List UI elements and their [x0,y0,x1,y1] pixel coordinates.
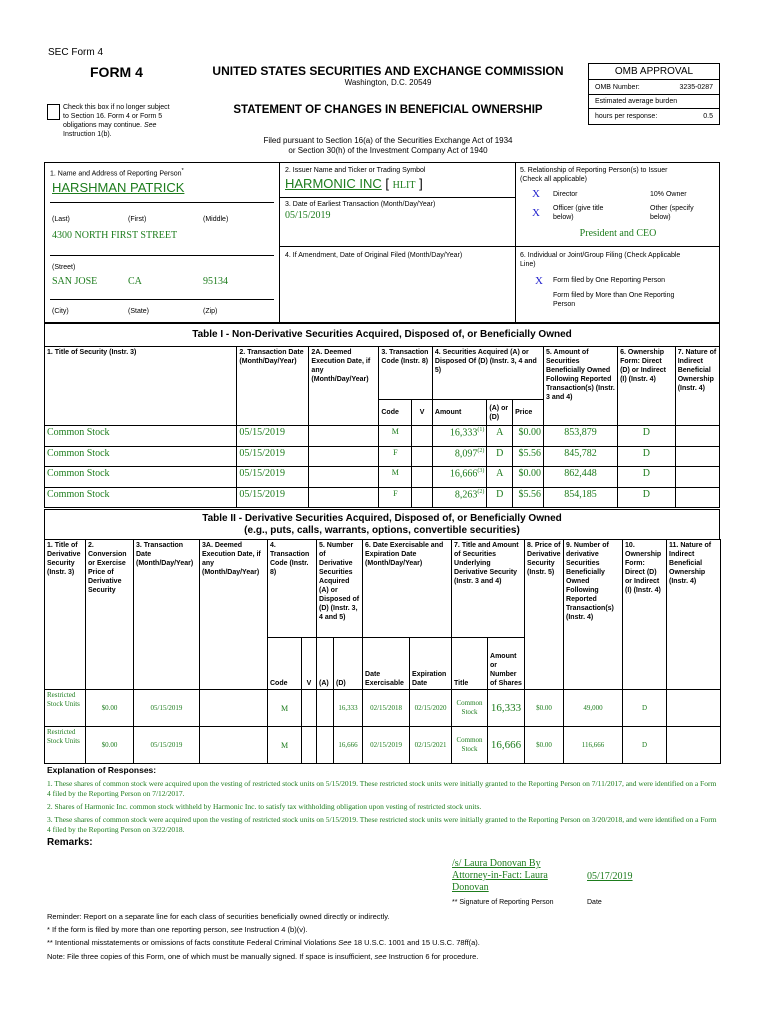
zip-label: (Zip) [203,308,218,315]
agency-title: UNITED STATES SECURITIES AND EXCHANGE COMMISSION [212,64,564,78]
t1-price: $5.56 [513,487,544,508]
reminder-text: Reminder: Report on a separate line for each class of securities beneficially owned directly or indirectly. [47,912,390,921]
t2-h-deemed: 3A. Deemed Execution Date, if any (Month/Day/Year) [200,540,268,690]
t1-nature [675,467,719,488]
t2-transaction-date: 05/15/2019 [134,727,200,764]
t2-underlying-title: Common Stock [452,690,488,727]
last-label: (Last) [52,216,70,223]
earliest-date-label: 3. Date of Earliest Transaction (Month/Day/Year) [285,201,436,208]
agency-address: Washington, D.C. 20549 [344,78,432,87]
t2-code: M [268,690,302,727]
t2-h-exercisable: 6. Date Exercisable and Expiration Date (Month/Day/Year) [363,540,452,638]
t1-price: $0.00 [513,467,544,488]
director-label: Director [553,191,578,198]
t1-v [412,446,433,467]
t2-expiration: 02/15/2020 [410,690,452,727]
table2-row [45,690,721,727]
table1-row [45,467,720,488]
t1-form: D [618,446,676,467]
t1-ad: D [487,446,513,467]
t2-exercisable: 02/15/2018 [363,690,410,727]
t1-form: D [618,487,676,508]
t2-conversion-price: $0.00 [86,690,134,727]
statement-title: STATEMENT OF CHANGES IN BENEFICIAL OWNERSHIP [233,104,543,116]
t1-transaction-date: 05/15/2019 [237,487,309,508]
t2-h-conversion: 2. Conversion or Exercise Price of Derivative Security [86,540,134,690]
omb-title: OMB APPROVAL [589,64,719,80]
t2-transaction-date: 05/15/2019 [134,690,200,727]
explanation-notes [47,779,719,835]
footnote-copies: Note: File three copies of this Form, one of which must be manually signed. If space is insufficient, see Instruction 6 for procedure. [47,952,479,961]
officer-title: President and CEO [579,228,657,239]
t2-h-form: 10. Ownership Form: Direct (D) or Indirect (I) (Instr. 4) [623,540,667,690]
t2-a [317,690,334,727]
t2-underlying-amount: 16,333 [488,690,525,727]
omb-hours-label: hours per response: [595,113,658,120]
officer-label: Officer (give title below) [553,205,604,221]
t1-security-title: Common Stock [45,487,237,508]
city-value: SAN JOSE [52,276,98,287]
more-persons-label: Form filed by More than One Reporting Person [553,292,675,308]
street-label: (Street) [52,264,76,271]
t1-code: M [379,426,412,447]
t2-exercisable: 02/15/2019 [363,727,410,764]
t1-price: $5.56 [513,446,544,467]
t1-h-v: V [412,400,433,426]
t2-conversion-price: $0.00 [86,727,134,764]
t2-nature [667,690,721,727]
t2-underlying-amount: 16,666 [488,727,525,764]
t2-h-title: 1. Title of Derivative Security (Instr. 3) [45,540,86,690]
t2-h-v: V [302,638,317,690]
t1-form: D [618,426,676,447]
t2-deemed-date [200,727,268,764]
t2-d: 16,666 [334,727,363,764]
ten-percent-label: 10% Owner [650,191,687,198]
t2-h-underlying: 7. Title and Amount of Securities Underlying Derivative Security (Instr. 3 and 4) [452,540,525,638]
t2-code: M [268,727,302,764]
t2-h-a: (A) [317,638,334,690]
t1-h-amount: Amount [432,400,487,426]
issuer-ticker: HLIT [392,180,416,191]
t1-h-deemed: 2A. Deemed Execution Date, if any (Month/Day/Year) [309,347,379,426]
t2-h-amount-shares: Amount or Number of Shares [488,638,525,690]
first-label: (First) [128,216,147,223]
t2-underlying-title: Common Stock [452,727,488,764]
state-value: CA [128,276,142,287]
t1-h-date: 2. Transaction Date (Month/Day/Year) [237,347,309,426]
t1-h-form: 6. Ownership Form: Direct (D) or Indirect (I) (Instr. 4) [618,347,676,426]
amendment-label: 4. If Amendment, Date of Original Filed (Month/Day/Year) [285,252,463,259]
zip-value: 95134 [203,276,228,287]
director-mark[interactable]: X [532,188,540,200]
signature-date: 05/17/2019 [587,871,633,882]
filed-pursuant: Filed pursuant to Section 16(a) of the Securities Exchange Act of 1934 or Section 30(h) of the Investment Company Act of 1940 [263,136,513,155]
omb-hours-value: 0.5 [703,113,713,120]
t1-v [412,467,433,488]
t1-ad: D [487,487,513,508]
t1-v [412,426,433,447]
footnote-multiple: * If the form is filed by more than one reporting person, see Instruction 4 (b)(v). [47,925,308,934]
t2-h-date-ex: Date Exercisable [363,638,410,690]
sec-form-label: SEC Form 4 [48,47,104,58]
middle-label: (Middle) [203,216,229,223]
t1-security-title: Common Stock [45,467,237,488]
t1-deemed-date [309,446,379,467]
t2-h-number: 5. Number of Derivative Securities Acquired (A) or Disposed of (D) (Instr. 3, 4 and 5) [317,540,363,638]
t1-code: F [379,487,412,508]
t1-code: M [379,467,412,488]
t1-transaction-date: 05/15/2019 [237,426,309,447]
table1-title: Table I - Non-Derivative Securities Acquired, Disposed of, or Beneficially Owned [192,329,572,340]
omb-number-label: OMB Number: [595,84,640,91]
table2-title-box [44,509,720,540]
t2-derivative-price: $0.00 [525,727,564,764]
t2-form: D [623,690,667,727]
earliest-date-value: 05/15/2019 [285,210,331,221]
t2-a [317,727,334,764]
relationship-label: 5. Relationship of Reporting Person(s) to Issuer (Check all applicable) [520,167,668,183]
t2-v [302,690,317,727]
no-longer-subject-checkbox[interactable] [47,104,60,120]
table2-title: Table II - Derivative Securities Acquired, Disposed of, or Beneficially Owned (e.g., puts, calls, warrants, options, convertible securities) [202,513,562,536]
table1 [44,346,720,508]
reporting-person-label: 1. Name and Address of Reporting Person* [50,168,184,178]
t2-expiration: 02/15/2021 [410,727,452,764]
t1-h-nature: 7. Nature of Indirect Beneficial Ownership (Instr. 4) [675,347,719,426]
t1-ad: A [487,426,513,447]
t1-owned: 845,782 [544,446,618,467]
t1-amount: 16,333$^{(1)}$ [432,426,487,447]
explanation-title: Explanation of Responses: [47,765,157,775]
t1-nature [675,446,719,467]
issuer-name[interactable]: HARMONIC INC [285,176,382,191]
one-person-label: Form filed by One Reporting Person [553,277,666,284]
t1-owned: 862,448 [544,467,618,488]
t2-deemed-date [200,690,268,727]
omb-approval-box [588,63,720,125]
t1-h-owned: 5. Amount of Securities Beneficially Owned Following Reported Transaction(s) (Instr. 3 and 4) [544,347,618,426]
issuer-name-line: HARMONIC INC [ HLIT ] [285,176,423,191]
t1-transaction-date: 05/15/2019 [237,467,309,488]
t1-ad: A [487,467,513,488]
omb-number-value: 3235-0287 [679,84,713,91]
date-label: Date [587,899,602,906]
t1-amount: 8,263$^{(2)}$ [432,487,487,508]
street-value: 4300 NORTH FIRST STREET [52,230,178,241]
t2-h-d: (D) [334,638,363,690]
t2-h-date: 3. Transaction Date (Month/Day/Year) [134,540,200,690]
t2-derivative-title: Restricted Stock Units [45,727,86,764]
t1-h-code-sub: Code [379,400,412,426]
t2-owned: 49,000 [564,690,623,727]
t1-security-title: Common Stock [45,426,237,447]
one-person-mark[interactable]: X [535,275,543,287]
officer-mark[interactable]: X [532,207,540,219]
t2-form: D [623,727,667,764]
form-title: FORM 4 [90,64,143,80]
table2-row [45,727,721,764]
state-label: (State) [128,308,150,315]
t2-v [302,727,317,764]
omb-burden-label: Estimated average burden [589,95,719,109]
t2-derivative-title: Restricted Stock Units [45,690,86,727]
explanation-note-2: 2. Shares of Harmonic Inc. common stock withheld by Harmonic Inc. to satisfy tax withholding obligation upon vesting of restricted stock units. [47,802,482,811]
t1-transaction-date: 05/15/2019 [237,446,309,467]
explanation-note-3: 3. These shares of common stock were acquired upon the vesting of restricted stock units on 5/15/2019. These restricted stock units were initially granted to the Reporting Person on 3/20/2018, and were identified on a Form 4 filed by the Reporting Person on 3/22/2018. [47,815,717,834]
t1-code: F [379,446,412,467]
t2-h-nature: 11. Nature of Indirect Beneficial Ownership (Instr. 4) [667,540,721,690]
t1-owned: 854,185 [544,487,618,508]
explanation-note-1: 1. These shares of common stock were acquired upon the vesting of restricted stock units on 5/15/2019. These restricted stock units were initially granted to the Reporting Person on 7/11/2017, and were identified on a Form 4 filed by the Reporting Person on 7/12/2017. [47,779,717,798]
t1-deemed-date [309,426,379,447]
reporting-person-name[interactable]: HARSHMAN PATRICK [52,180,185,195]
t1-h-ad: (A) or (D) [487,400,513,426]
t2-nature [667,727,721,764]
t2-derivative-price: $0.00 [525,690,564,727]
t1-nature [675,487,719,508]
t2-owned: 116,666 [564,727,623,764]
t1-owned: 853,879 [544,426,618,447]
table1-row [45,487,720,508]
t1-h-code: 3. Transaction Code (Instr. 8) [379,347,433,400]
table1-title-box [44,323,720,347]
t2-h-code: 4. Transaction Code (Instr. 8) [268,540,317,638]
t1-amount: 16,666$^{(3)}$ [432,467,487,488]
t2-h-exp: Expiration Date [410,638,452,690]
checkbox-instructions: Check this box if no longer subject to Section 16. Form 4 or Form 5 obligations may continue. See Instruction 1(b). [63,104,170,138]
t1-amount: 8,097$^{(2)}$ [432,446,487,467]
t1-deemed-date [309,487,379,508]
t2-h-price: 8. Price of Derivative Security (Instr. 5) [525,540,564,690]
t2-h-code-sub: Code [268,638,302,690]
t1-deemed-date [309,467,379,488]
table1-row [45,426,720,447]
t2-d: 16,333 [334,690,363,727]
t2-h-under-title: Title [452,638,488,690]
signature-value: /s/ Laura Donovan By Attorney-in-Fact: Laura Donovan [452,858,548,893]
t1-price: $0.00 [513,426,544,447]
footnote-misstatements: ** Intentional misstatements or omissions of facts constitute Federal Criminal Violations See 18 U.S.C. 1001 and 15 U.S.C. 78ff(a). [47,938,480,947]
t1-nature [675,426,719,447]
issuer-label: 2. Issuer Name and Ticker or Trading Symbol [285,167,426,174]
t1-v [412,487,433,508]
t1-h-price: Price [513,400,544,426]
t2-h-owned: 9. Number of derivative Securities Beneficially Owned Following Reported Transaction(s) (Instr. 4) [564,540,623,690]
city-label: (City) [52,308,69,315]
table2 [44,539,721,764]
table1-row [45,446,720,467]
remarks-title: Remarks: [47,837,93,848]
signature-label: ** Signature of Reporting Person [452,899,554,906]
t1-security-title: Common Stock [45,446,237,467]
other-label: Other (specify below) [650,205,694,221]
t1-form: D [618,467,676,488]
t1-h-acquired: 4. Securities Acquired (A) or Disposed Of (D) (Instr. 3, 4 and 5) [432,347,543,400]
filing-label: 6. Individual or Joint/Group Filing (Check Applicable Line) [520,252,681,268]
t1-h-title: 1. Title of Security (Instr. 3) [45,347,237,426]
